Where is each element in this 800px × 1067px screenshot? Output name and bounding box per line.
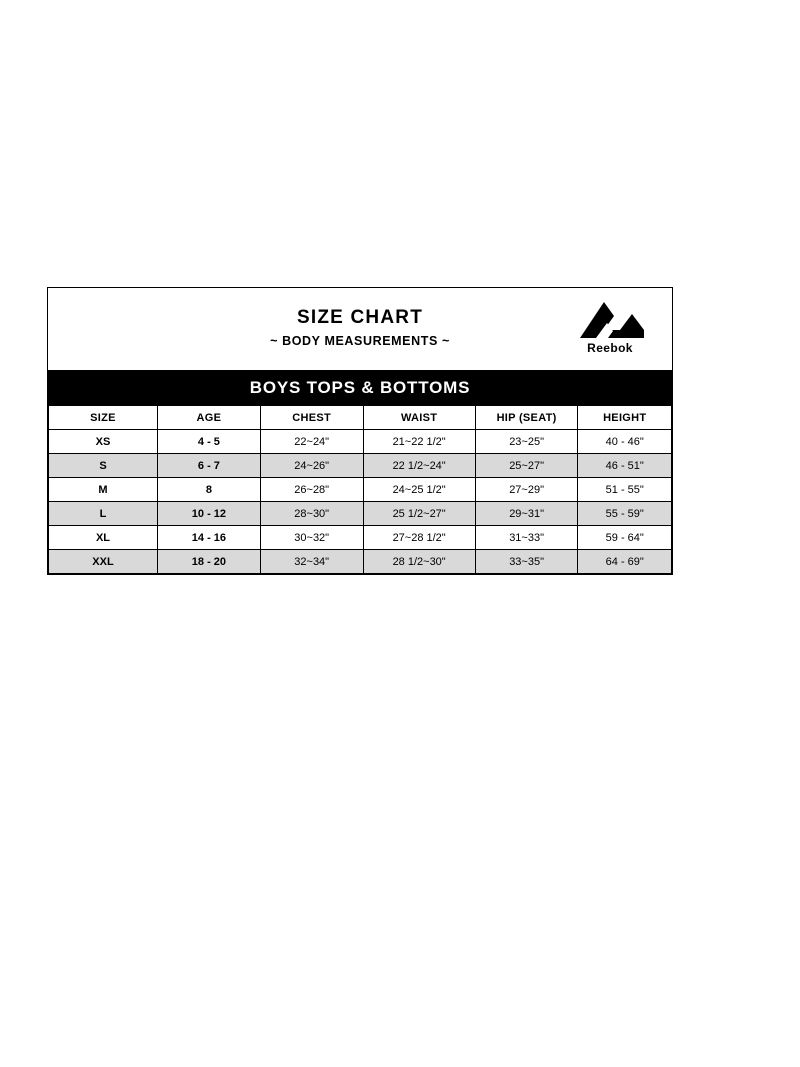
cell-size: XS: [49, 430, 158, 454]
cell-age: 4 - 5: [158, 430, 261, 454]
section-title: BOYS TOPS & BOTTOMS: [48, 371, 672, 405]
column-header-height: HEIGHT: [578, 406, 672, 430]
table-row: [49, 478, 672, 502]
column-header-hip: HIP (SEAT): [475, 406, 578, 430]
cell-chest: 24~26": [260, 454, 363, 478]
table-row: [49, 454, 672, 478]
cell-size: M: [49, 478, 158, 502]
page-subtitle: ~ BODY MEASUREMENTS ~: [270, 334, 450, 348]
table-row: [49, 430, 672, 454]
column-header-chest: CHEST: [260, 406, 363, 430]
cell-age: 14 - 16: [158, 526, 261, 550]
cell-height: 46 - 51": [578, 454, 672, 478]
cell-hip: 27~29": [475, 478, 578, 502]
cell-hip: 29~31": [475, 502, 578, 526]
cell-hip: 31~33": [475, 526, 578, 550]
brand-name: Reebok: [587, 341, 633, 355]
cell-waist: 24~25 1/2": [363, 478, 475, 502]
page-title: SIZE CHART: [297, 307, 423, 328]
cell-chest: 30~32": [260, 526, 363, 550]
cell-height: 51 - 55": [578, 478, 672, 502]
cell-hip: 25~27": [475, 454, 578, 478]
cell-age: 6 - 7: [158, 454, 261, 478]
cell-age: 18 - 20: [158, 550, 261, 574]
cell-hip: 33~35": [475, 550, 578, 574]
cell-waist: 28 1/2~30": [363, 550, 475, 574]
table-row: [49, 526, 672, 550]
cell-size: XL: [49, 526, 158, 550]
cell-size: L: [49, 502, 158, 526]
table-row: [49, 502, 672, 526]
cell-age: 10 - 12: [158, 502, 261, 526]
cell-height: 40 - 46": [578, 430, 672, 454]
cell-waist: 27~28 1/2": [363, 526, 475, 550]
cell-size: XXL: [49, 550, 158, 574]
table-row: [49, 550, 672, 574]
cell-chest: 28~30": [260, 502, 363, 526]
column-header-size: SIZE: [49, 406, 158, 430]
cell-age: 8: [158, 478, 261, 502]
cell-chest: 32~34": [260, 550, 363, 574]
column-header-age: AGE: [158, 406, 261, 430]
reebok-delta-icon: [574, 300, 646, 340]
table-header-row: [49, 406, 672, 430]
column-header-waist: WAIST: [363, 406, 475, 430]
cell-waist: 25 1/2~27": [363, 502, 475, 526]
cell-height: 59 - 64": [578, 526, 672, 550]
brand-logo: [562, 300, 658, 362]
cell-waist: 21~22 1/2": [363, 430, 475, 454]
cell-height: 55 - 59": [578, 502, 672, 526]
cell-height: 64 - 69": [578, 550, 672, 574]
size-chart-card: [47, 287, 673, 575]
cell-chest: 22~24": [260, 430, 363, 454]
cell-chest: 26~28": [260, 478, 363, 502]
cell-hip: 23~25": [475, 430, 578, 454]
size-chart-table: [48, 405, 672, 574]
cell-size: S: [49, 454, 158, 478]
cell-waist: 22 1/2~24": [363, 454, 475, 478]
chart-header: [48, 288, 672, 371]
